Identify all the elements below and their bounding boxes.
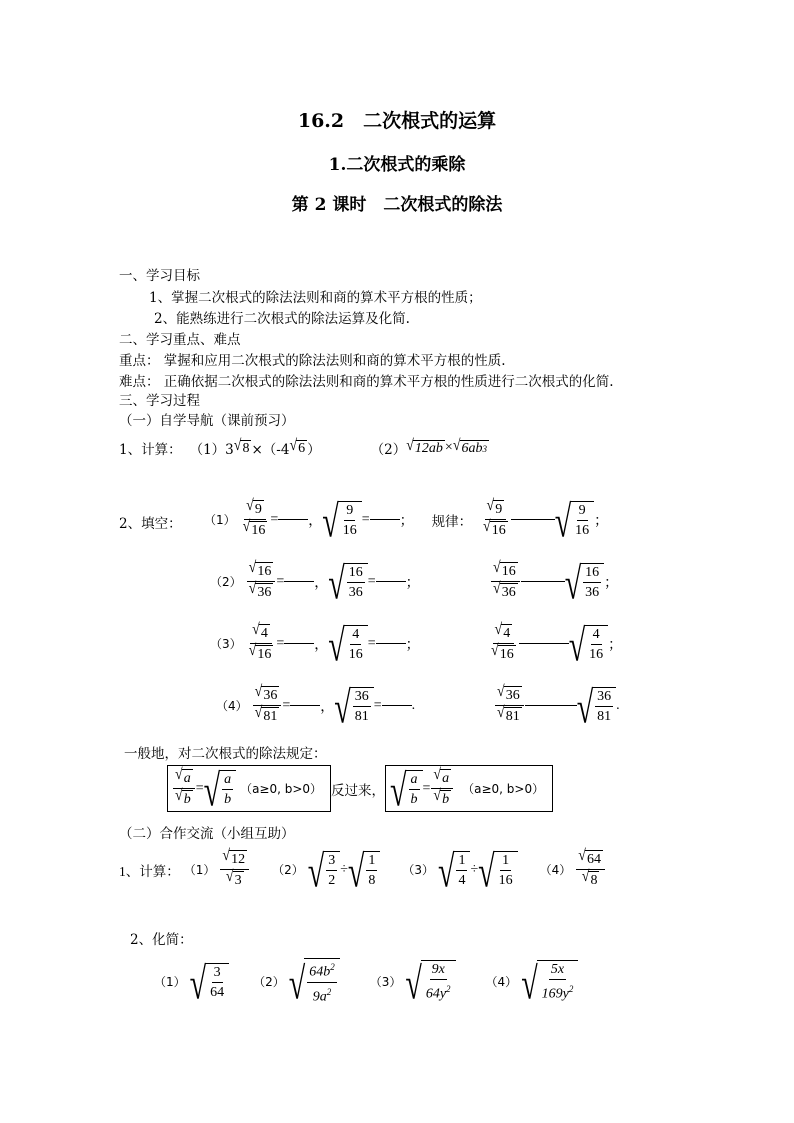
condition-2: （a≥0, b>0） xyxy=(462,782,545,796)
simplify-row: （1） √ $\frac{3}{64}$ （2） √ $\frac{64b^2}{9a^2}$ （3） √ $\frac{9x}{64y^2}$ （4） √ $\frac{5x}{169y^2}$ xyxy=(150,958,578,1005)
rule-2: √ 16 √ 36 √ $\frac{16}{36}$ ； xyxy=(493,559,619,609)
reverse-rule-box: √ $\frac{a}{b}$ = √ a √ b （a≥0, b>0） xyxy=(385,765,553,812)
process-heading: 三、学习过程 xyxy=(119,393,200,409)
fill-row-1: （1） √ 9 √ 16 = ， √ $\frac{9}{16}$ = ； 规律： xyxy=(204,497,473,547)
fill-label: 2、填空： xyxy=(119,516,182,532)
lesson-title: 第 2 课时 二次根式的除法 xyxy=(291,195,503,215)
answer-blank[interactable] xyxy=(290,705,320,706)
goal-1: 1、掌握二次根式的除法法则和商的算术平方根的性质； xyxy=(149,290,482,306)
calc2-prefix: （2） xyxy=(370,442,407,458)
sqrt-8: √ 8 xyxy=(233,437,250,456)
answer-blank[interactable] xyxy=(376,581,406,582)
reverse-text: 反过来， xyxy=(331,782,386,798)
rule-1: √ 9 √ 16 √ $\frac{9}{16}$ ； xyxy=(483,497,609,547)
sqrt-12ab: √ 12ab xyxy=(406,437,443,456)
rule-blank[interactable] xyxy=(511,519,555,520)
answer-blank[interactable] xyxy=(376,643,406,644)
calc-label: 1、计算： xyxy=(119,442,182,458)
focus-heading: 二、学习重点、难点 xyxy=(119,332,241,348)
simplify-label: 2、化简： xyxy=(130,932,193,948)
self-study-heading: （一）自学导航（课前预习） xyxy=(119,413,295,429)
times-sign: × xyxy=(444,440,453,455)
focus-point: 重点： 掌握和应用二次根式的除法法则和商的算术平方根的性质. xyxy=(119,353,506,369)
calc1-end: ） xyxy=(307,442,321,458)
calc-b-row: 1、计算： （1） √ 12 √ 3 （2） √ $\frac{3}{2}$ ÷ √ $\frac{1}{8}$ （3） √ $\frac{1}{4}$ ÷ √ $\frac{1}{16}$ （4） √ 64 √ 8 xyxy=(119,850,606,889)
section-title: 1.二次根式的乘除 xyxy=(328,155,466,175)
sqrt-6ab3: √ 6ab 3 xyxy=(452,437,487,456)
fill-row-4: （4） √ 36 √ 81 = ， √ $\frac{36}{81}$ = . xyxy=(216,683,416,733)
answer-blank[interactable] xyxy=(284,581,314,582)
general-rule-text: 一般地，对二次根式的除法规定： xyxy=(124,746,327,762)
sqrt-6: √ 6 xyxy=(289,437,306,456)
division-rule-box: √ a √ b = √ $\frac{a}{b}$ （a≥0, b>0） xyxy=(167,765,331,812)
page-title: 16.2 二次根式的运算 xyxy=(297,110,497,132)
rule-label: 规律： xyxy=(431,513,473,529)
answer-blank[interactable] xyxy=(284,643,314,644)
rule-formulas xyxy=(167,765,553,816)
rule-blank[interactable] xyxy=(521,581,565,582)
condition-1: （a≥0, b>0） xyxy=(240,782,323,796)
cooperation-heading: （二）合作交流（小组互助） xyxy=(119,826,295,842)
answer-blank[interactable] xyxy=(382,705,412,706)
fill-row-3: （3） √ 4 √ 16 = ， √ $\frac{4}{16}$ = ； xyxy=(210,621,420,671)
calc1-prefix: （1）3 xyxy=(189,442,234,458)
fill-row-2: （2） √ 16 √ 36 = ， √ $\frac{16}{36}$ = ； xyxy=(210,559,420,609)
rule-blank[interactable] xyxy=(519,643,569,644)
rule-blank[interactable] xyxy=(525,705,577,706)
answer-blank[interactable] xyxy=(370,519,400,520)
calc-b-label: 1、计算： xyxy=(119,863,180,879)
goals-heading: 一、学习目标 xyxy=(119,268,200,284)
rule-3: √ 4 √ 16 √ $\frac{4}{16}$ ； xyxy=(491,621,623,671)
calc1-mid: ×（-4 xyxy=(251,442,290,458)
calc-exercise-1 xyxy=(119,438,489,458)
answer-blank[interactable] xyxy=(278,519,308,520)
goal-2: 2、能熟练进行二次根式的除法运算及化简. xyxy=(154,311,410,327)
difficulty-point: 难点： 正确依据二次根式的除法法则和商的算术平方根的性质进行二次根式的化简. xyxy=(119,374,614,390)
rule-4: √ 36 √ 81 √ $\frac{36}{81}$ . xyxy=(497,683,620,733)
